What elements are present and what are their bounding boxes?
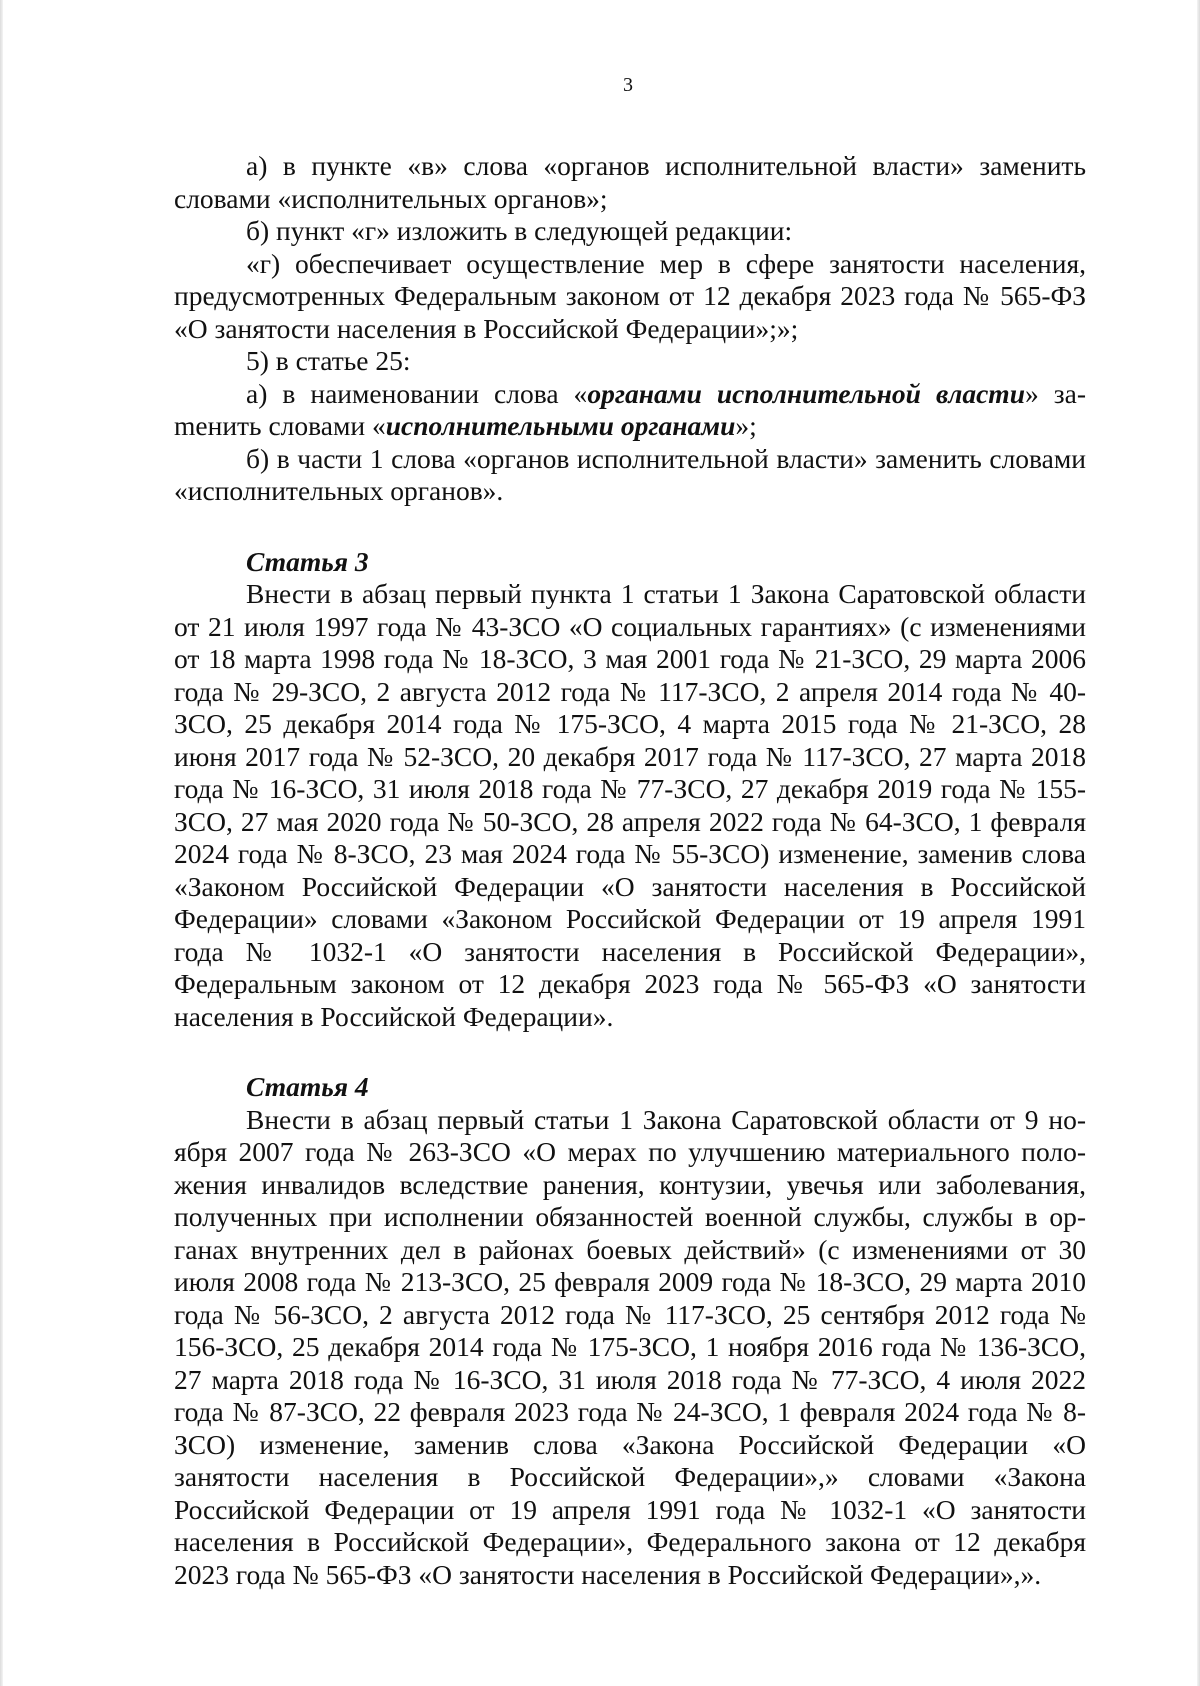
paragraph-article-25: 5) в статье 25: [246, 345, 411, 376]
p5-part2: » заmенить словами « [174, 377, 1086, 441]
p5-bold1: органами исполнительной власти [587, 377, 1025, 409]
page-number: 3 [623, 74, 633, 96]
document-body [174, 150, 1086, 1591]
p5-part1: а) в наименовании слова « [246, 377, 588, 409]
paragraph-a-title-change [174, 378, 1086, 443]
p5-part3: »; [735, 410, 757, 441]
article-4-text: Внести в абзац первый статьи 1 Закона Саратовской области от 9 ноября 2007 года № 263-ЗСО «О мерах по улучшению материального положения инвалидов вследствие ранения, контузии, увечья или заболевания, полученных при исполнении обязанностей военной службы, службы в органах внутренних дел в районах боевых действий» (с изменениями от 30 июля 2008 года № 213-ЗСО, 25 февраля 2009 года № 18-ЗСО, 29 марта 2010 года № 56-ЗСО, 2 августа 2012 года № 117-ЗСО, 25 сентября 2012 года № 156-ЗСО, 25 декабря 2014 года № 175-ЗСО, 1 ноября 2016 года № 136-ЗСО, 27 марта 2018 года № 16-ЗСО, 31 июля 2018 года № 77-ЗСО, 4 июля 2022 года № 87-ЗСО, 22 февраля 2023 года № 24-ЗСО, 1 февраля 2024 года № 8-ЗСО) изменение, заменив слова «Закона Российской Федерации «О занятости населения в Российской Федерации»,» словами «Закона Российской Федерации от 19 апреля 1991 года № 1032-1 «О занятости населения в Российской Федерации», Федерального закона от 12 декабря 2023 года № 565-ФЗ «О занятости населения в Российской Федерации»,». [174, 1103, 1086, 1590]
section-gap [174, 508, 1086, 546]
paragraph-b-part-1: б) в части 1 слова «органов исполнительной власти» заменить словами «исполнительных органов». [174, 442, 1086, 506]
paragraph-a-clause-v: а) в пункте «в» слова «органов исполнительной власти» заменить словами «исполнительных органов»; [174, 150, 1086, 214]
paragraph-b-clause-g: б) пункт «г» изложить в следующей редакции: [246, 215, 793, 246]
section-gap [174, 1033, 1086, 1071]
paragraph-clause-g-text: «г) обеспечивает осуществление мер в сфере занятости населения, предусмотренных Федеральным законом от 12 декабря 2023 года № 565-ФЗ «О занятости населения в Российской Федерации»;»; [174, 247, 1086, 344]
p5-bold2: исполнительными органами [385, 410, 736, 441]
scan-edge-left [0, 0, 3, 1686]
article-3-text: Внести в абзац первый пункта 1 статьи 1 Закона Саратовской области от 21 июля 1997 года № 43-ЗСО «О социальных гарантиях» (с изменениями от 18 марта 1998 года № 18-ЗСО, 3 мая 2001 года № 21-ЗСО, 29 марта 2006 года № 29-ЗСО, 2 августа 2012 года № 117-ЗСО, 2 апреля 2014 года № 40-ЗСО, 25 декабря 2014 года № 175-ЗСО, 4 марта 2015 года № 21-ЗСО, 28 июня 2017 года № 52-ЗСО, 20 декабря 2017 года № 117-ЗСО, 27 марта 2018 года № 16-ЗСО, 31 июля 2018 года № 77-ЗСО, 27 декабря 2019 года № 155-ЗСО, 27 мая 2020 года № 50-ЗСО, 28 апреля 2022 года № 64-ЗСО, 1 февраля 2024 года № 8-ЗСО, 23 мая 2024 года № 55-ЗСО) изменение, заменив слова «Законом Российской Федерации «О занятости населения в Российской Федерации» словами «Законом Российской Федерации от 19 апреля 1991 года № 1032-1 «О занятости населения в Российской Федерации», Федеральным законом от 12 декабря 2023 года № 565-ФЗ «О занятости населения в Российской Федерации». [174, 578, 1086, 1032]
article-4-heading: Статья 4 [246, 1071, 369, 1102]
article-3-heading: Статья 3 [246, 545, 369, 577]
